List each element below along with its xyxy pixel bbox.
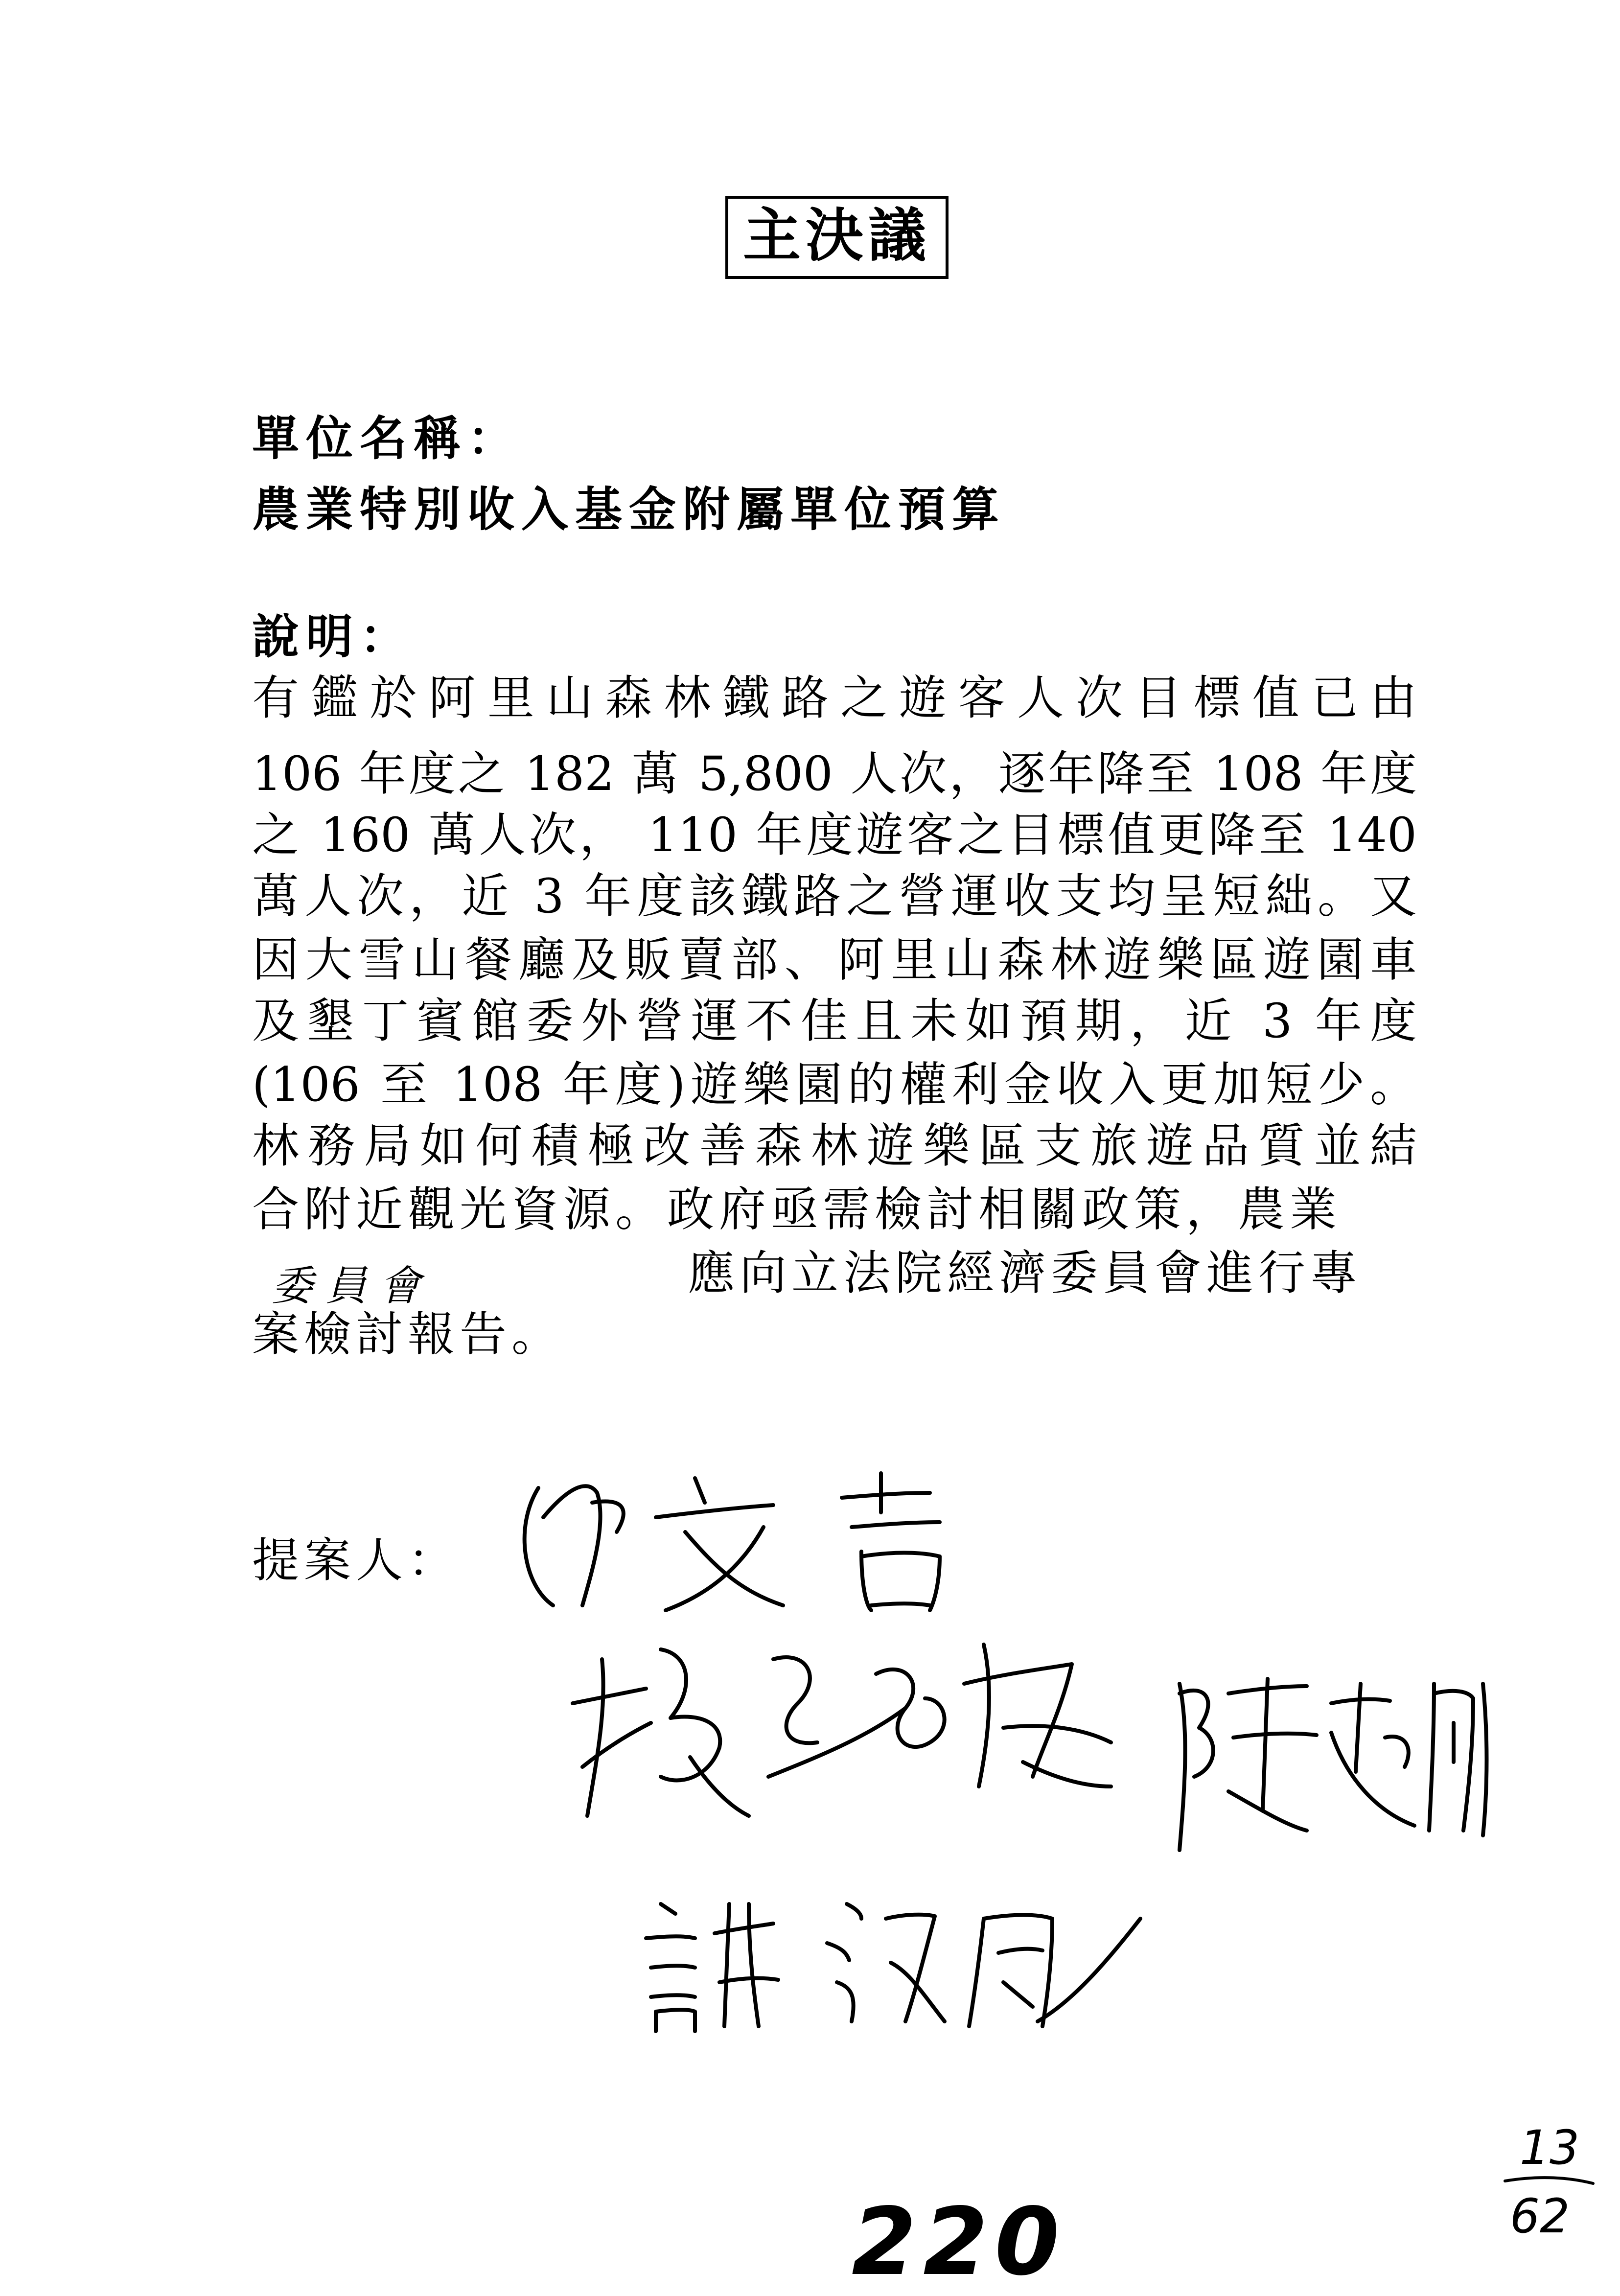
corner-note-bottom: 62 bbox=[1510, 2189, 1570, 2244]
explanation-label: 說明： bbox=[252, 609, 414, 664]
body-line-8: 林務局如何積極改善森林遊樂區支旅遊品質並結 bbox=[252, 1118, 1417, 1173]
signature-4 bbox=[631, 1875, 1160, 2036]
corner-note bbox=[1500, 2120, 1598, 2244]
body-line-9: 合附近觀光資源。政府亟需檢討相關政策，農業 bbox=[252, 1182, 1342, 1237]
body-line-4: 萬人次，近 3 年度該鐵路之營運收支均呈短絀。又 bbox=[252, 869, 1417, 924]
unit-name: 農業特別收入基金附屬單位預算 bbox=[252, 482, 1006, 537]
page-number: 220 bbox=[852, 2188, 1066, 2296]
corner-note-divider bbox=[1500, 2171, 1598, 2191]
body-line-1: 有鑑於阿里山森林鐵路之遊客人次目標值已由 bbox=[252, 671, 1417, 725]
body-line-7: (106 至 108 年度)遊樂園的權利金收入更加短少。 bbox=[252, 1057, 1417, 1112]
body-line-5: 因大雪山餐廳及販賣部、阿里山森林遊樂區遊園車 bbox=[252, 932, 1417, 987]
page-title: 主決議 bbox=[725, 196, 949, 279]
body-line-10: 應向立法院經濟委員會進行專 bbox=[688, 1246, 1362, 1300]
body-line-6: 及墾丁賓館委外營運不佳且未如預期，近 3 年度 bbox=[252, 994, 1417, 1048]
corner-note-top: 13 bbox=[1520, 2120, 1580, 2175]
body-line-2: 106 年度之 182 萬 5,800 人次，逐年降至 108 年度 bbox=[252, 746, 1417, 801]
proposer-label: 提案人： bbox=[252, 1533, 460, 1588]
signature-1 bbox=[509, 1459, 979, 1620]
unit-label: 單位名稱： bbox=[252, 411, 521, 466]
body-line-11: 案檢討報告。 bbox=[252, 1307, 563, 1362]
signature-3 bbox=[1160, 1664, 1512, 1870]
signature-2 bbox=[563, 1630, 1150, 1835]
handwritten-insert: 委員會 bbox=[272, 1262, 434, 1310]
body-line-3: 之 160 萬人次， 110 年度遊客之目標值更降至 140 bbox=[252, 808, 1417, 862]
